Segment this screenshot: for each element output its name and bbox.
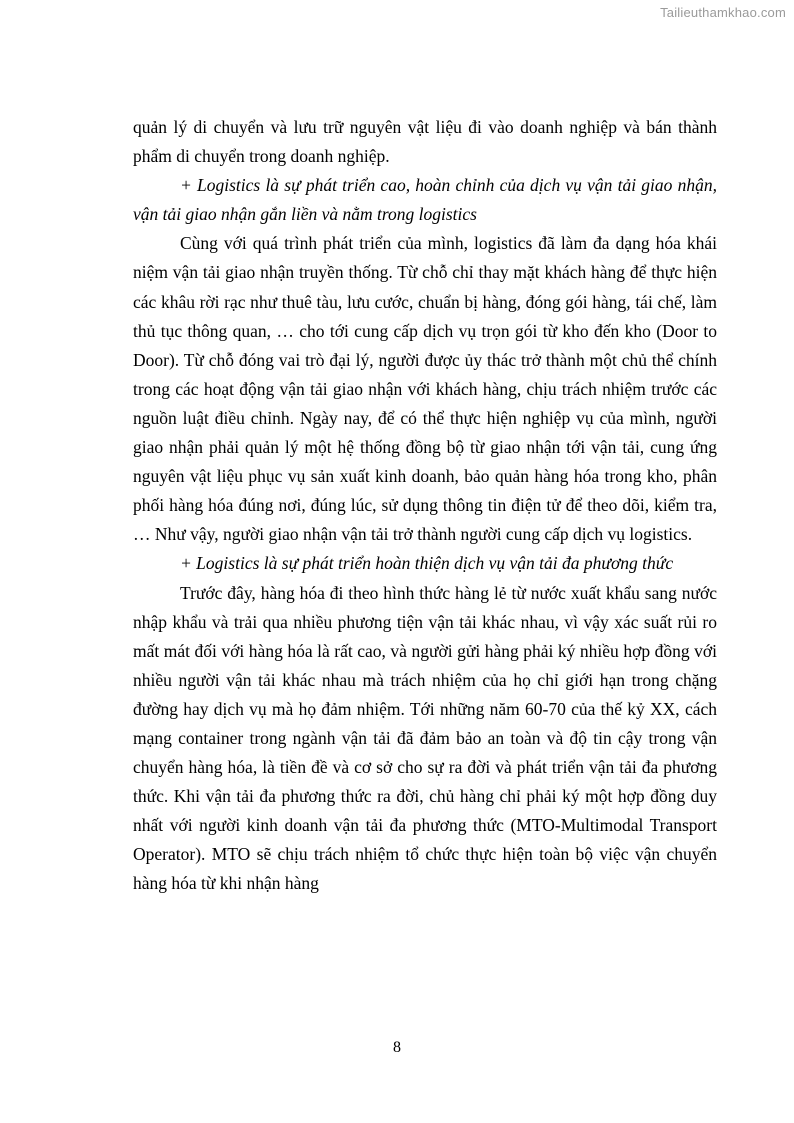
paragraph-multimodal-history: Trước đây, hàng hóa đi theo hình thức hàng lẻ từ nước xuất khẩu sang nước nhập khẩu và trải qua nhiều phương tiện vận tải khác nhau, vì vậy xác suất rủi ro mất mát đối với hàng hóa là rất cao, và người gửi hàng phải ký nhiều hợp đồng với nhiều người vận tải khác nhau mà trách nhiệm của họ chỉ giới hạn trong chặng đường hay dịch vụ mà họ đảm nhiệm. Tới những năm 60-70 của thế kỷ XX, cách mạng container trong ngành vận tải đã đảm bảo an toàn và độ tin cậy trong vận chuyển hàng hóa, là tiền đề và cơ sở cho sự ra đời và phát triển vận tải đa phương thức. Khi vận tải đa phương thức ra đời, chủ hàng chỉ phải ký một hợp đồng duy nhất với người kinh doanh vận tải đa phương thức (MTO-Multimodal Transport Operator). MTO sẽ chịu trách nhiệm tổ chức thực hiện toàn bộ việc vận chuyển hàng hóa từ khi nhận hàng [133,582,717,894]
paragraph-continuation: quản lý di chuyển và lưu trữ nguyên vật liệu đi vào doanh nghiệp và bán thành phẩm di chuyển trong doanh nghiệp. [133,117,717,167]
document-body [133,113,717,899]
paragraph-logistics-diversification: Cùng với quá trình phát triển của mình, logistics đã làm đa dạng hóa khái niệm vận tải giao nhận truyền thống. Từ chỗ chỉ thay mặt khách hàng để thực hiện các khâu rời rạc như thuê tàu, lưu cước, chuẩn bị hàng, đóng gói hàng, tái chế, làm thủ tục thông quan, … cho tới cung cấp dịch vụ trọn gói từ kho đến kho (Door to Door). Từ chỗ đóng vai trò đại lý, người được ủy thác trở thành một chủ thể chính trong các hoạt động vận tải giao nhận với khách hàng, chịu trách nhiệm trước các nguồn luật điều chỉnh. Ngày nay, để có thể thực hiện nghiệp vụ của mình, người giao nhận phải quản lý một hệ thống đồng bộ từ giao nhận tới vận tải, cung ứng nguyên vật liệu phục vụ sản xuất kinh doanh, bảo quản hàng hóa trong kho, phân phối hàng hóa đúng nơi, đúng lúc, sử dụng thông tin điện tử để theo dõi, kiểm tra, … Như vậy, người giao nhận vận tải trở thành người cung cấp dịch vụ logistics. [133,233,717,545]
heading-logistics-development: + Logistics là sự phát triển cao, hoàn chỉnh của dịch vụ vận tải giao nhận, vận tải giao nhận gắn liền và nằm trong logistics [133,175,717,225]
heading-multimodal: + Logistics là sự phát triển hoàn thiện dịch vụ vận tải đa phương thức [180,553,674,574]
page-number: 8 [393,1039,401,1056]
watermark: Tailieuthamkhao.com [660,5,786,20]
